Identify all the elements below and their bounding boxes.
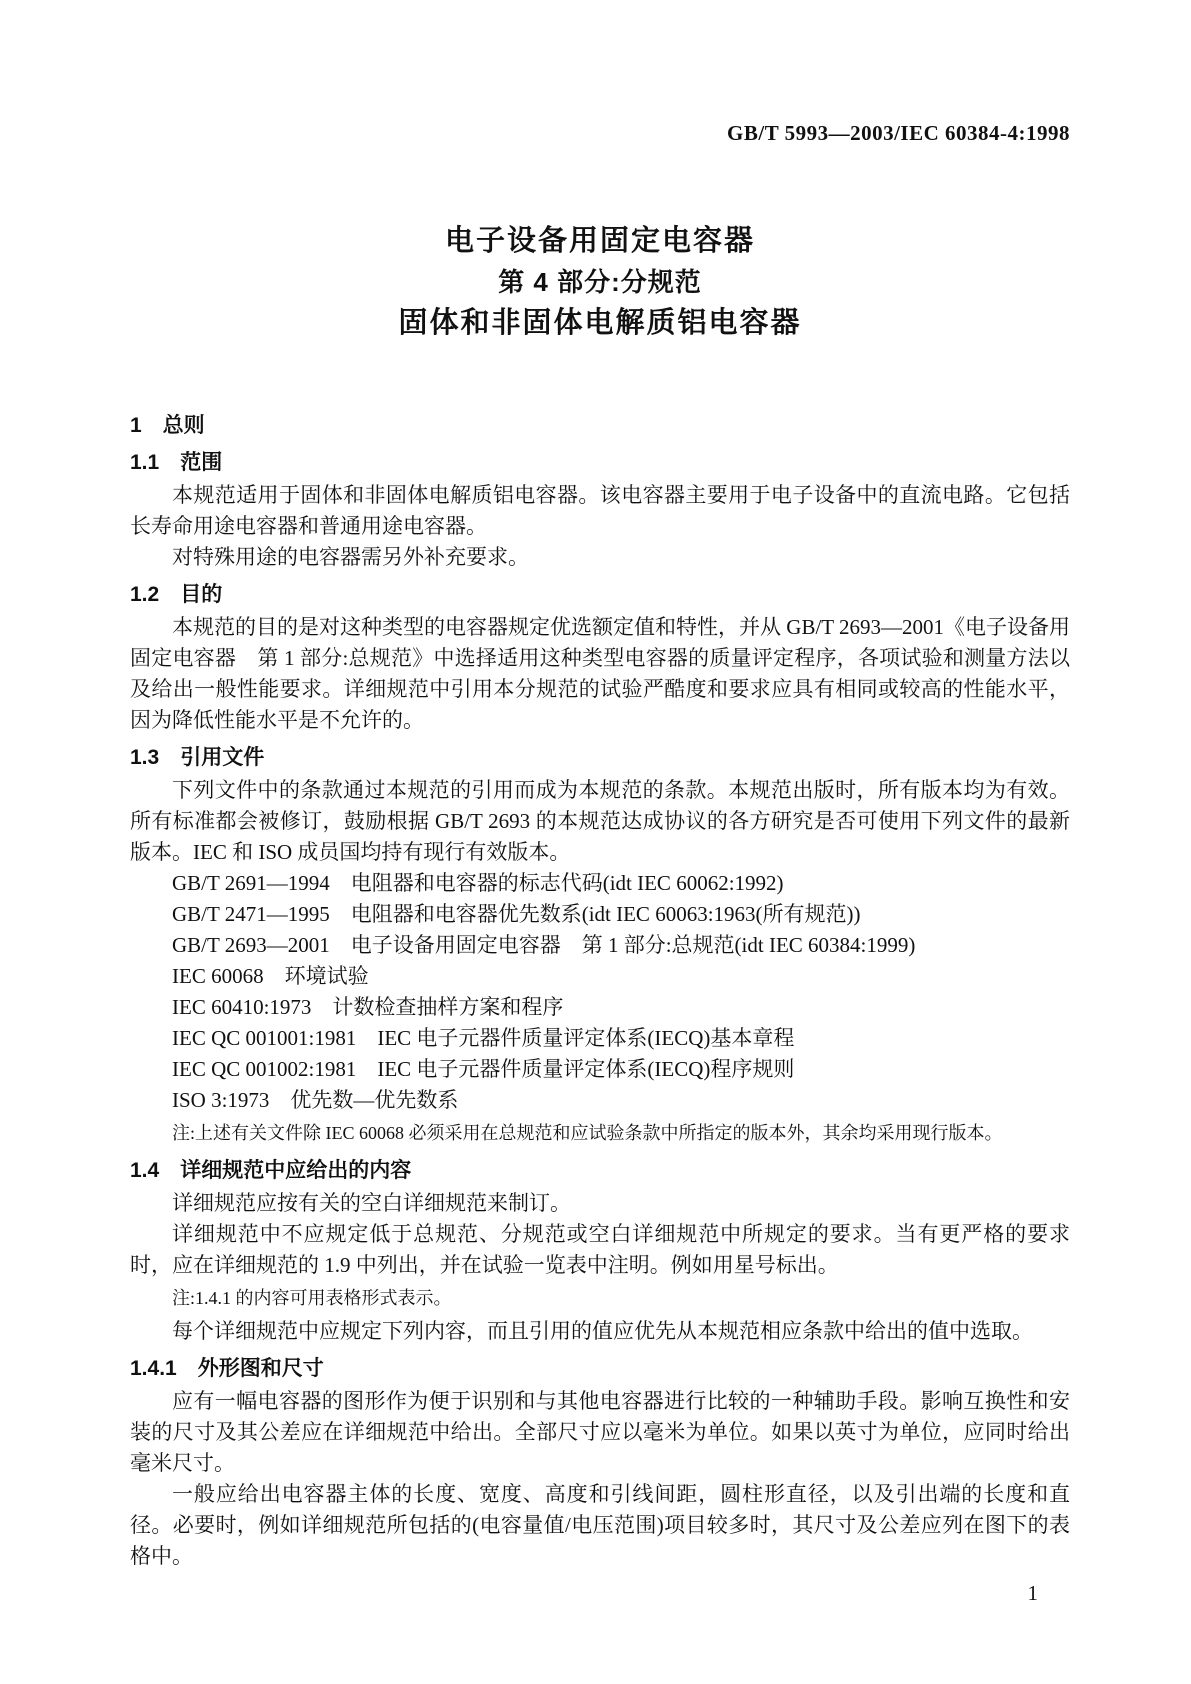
doc-title-line-2: 第 4 部分:分规范 [498,267,702,297]
standard-code: GB/T 5993—2003/IEC 60384-4:1998 [727,121,1070,145]
paragraph: 应有一幅电容器的图形作为便于识别和与其他电容器进行比较的一种辅助手段。影响互换性和安装的尺寸及其公差应在详细规范中给出。全部尺寸应以毫米为单位。如果以英寸为单位，应同时给出毫米尺寸。 [130,1389,1070,1475]
reference-item: GB/T 2471—1995 电阻器和电容器优先数系(idt IEC 60063:1963(所有规范)) [172,902,861,926]
page-number: 1 [1027,1581,1038,1605]
doc-title-line-1: 电子设备用固定电容器 [444,225,755,257]
paragraph: 每个详细规范中应规定下列内容，而且引用的值应优先从本规范相应条款中给出的值中选取。 [172,1319,1033,1343]
paragraph: 详细规范中不应规定低于总规范、分规范或空白详细规范中所规定的要求。当有更严格的要求时，应在详细规范的 1.9 中列出，并在试验一览表中注明。例如用星号标出。 [130,1222,1070,1277]
section-heading-1-1: 1.1 范围 [130,451,223,474]
reference-item: GB/T 2691—1994 电阻器和电容器的标志代码(idt IEC 60062:1992) [172,871,784,895]
note: 注:上述有关文件除 IEC 60068 必须采用在总规范和应试验条款中所指定的版本外，其余均采用现行版本。 [172,1123,1003,1143]
section-heading-1-4: 1.4 详细规范中应给出的内容 [130,1159,412,1182]
reference-item: ISO 3:1973 优先数—优先数系 [172,1088,459,1112]
doc-title-line-3: 固体和非固体电解质铝电容器 [398,307,802,339]
note: 注:1.4.1 的内容可用表格形式表示。 [172,1288,452,1308]
reference-item: IEC 60410:1973 计数检查抽样方案和程序 [172,995,564,1019]
section-heading-1-3: 1.3 引用文件 [130,746,265,769]
paragraph: 本规范适用于固体和非固体电解质铝电容器。该电容器主要用于电子设备中的直流电路。它包括长寿命用途电容器和普通用途电容器。 [130,483,1070,538]
reference-item: IEC QC 001001:1981 IEC 电子元器件质量评定体系(IECQ)基本章程 [172,1026,795,1050]
paragraph: 对特殊用途的电容器需另外补充要求。 [172,545,529,569]
paragraph: 详细规范应按有关的空白详细规范来制订。 [172,1191,571,1215]
section-heading-1: 1 总则 [130,414,205,437]
reference-item: GB/T 2693—2001 电子设备用固定电容器 第 1 部分:总规范(idt IEC 60384:1999) [172,933,916,957]
paragraph: 本规范的目的是对这种类型的电容器规定优选额定值和特性，并从 GB/T 2693—2001《电子设备用固定电容器 第 1 部分:总规范》中选择适用这种类型电容器的质量评定程序，各项试验和测量方法以及给出一般性能要求。详细规范中引用本分规范的试验严酷度和要求应具有相同或较高的性能水平，因为降低性能水平是不允许的。 [130,615,1070,732]
paragraph: 一般应给出电容器主体的长度、宽度、高度和引线间距，圆柱形直径，以及引出端的长度和直径。必要时，例如详细规范所包括的(电容量值/电压范围)项目较多时，其尺寸及公差应列在图下的表格中。 [130,1482,1070,1568]
document-body [130,410,1070,1609]
reference-item: IEC QC 001002:1981 IEC 电子元器件质量评定体系(IECQ)程序规则 [172,1057,795,1081]
reference-item: IEC 60068 环境试验 [172,964,369,988]
section-heading-1-4-1: 1.4.1 外形图和尺寸 [130,1357,324,1380]
page-content [130,0,1070,1609]
section-heading-1-2: 1.2 目的 [130,583,223,606]
paragraph: 下列文件中的条款通过本规范的引用而成为本规范的条款。本规范出版时，所有版本均为有效。所有标准都会被修订，鼓励根据 GB/T 2693 的本规范达成协议的各方研究是否可使用下列文件的最新版本。IEC 和 ISO 成员国均持有现行有效版本。 [130,778,1070,864]
